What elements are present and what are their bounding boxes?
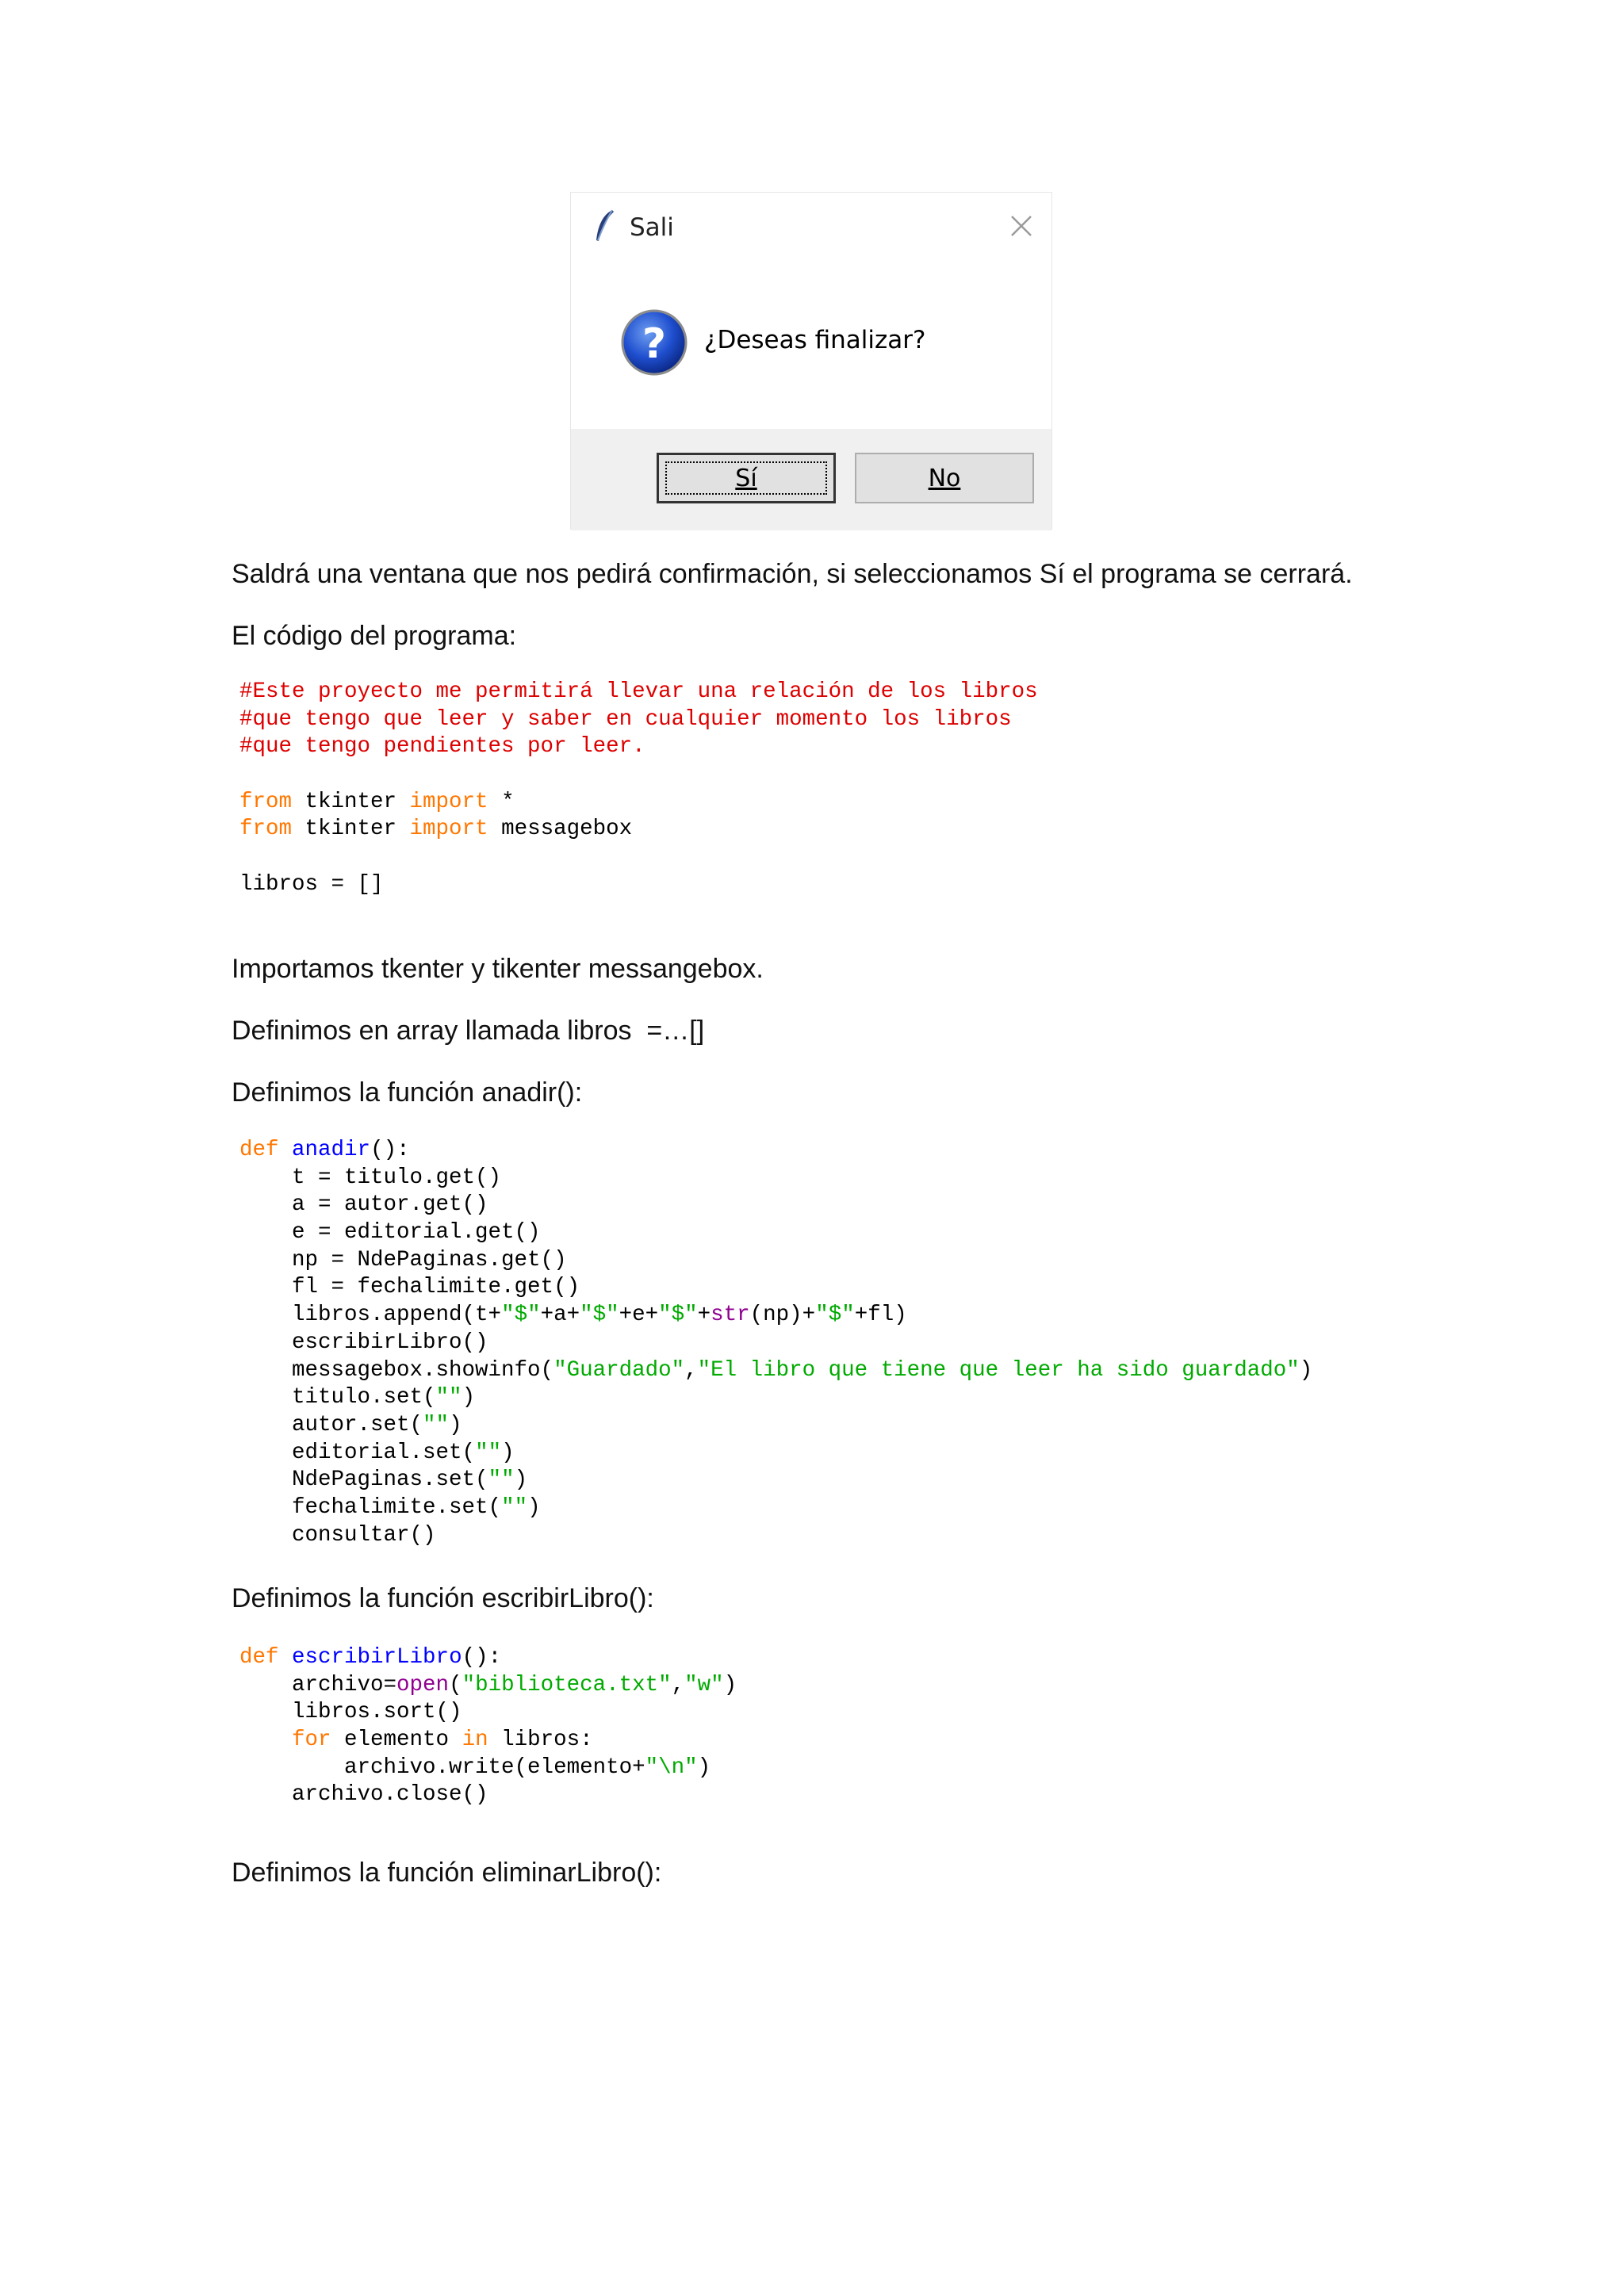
- code-token: fl = fechalimite.get(): [239, 1275, 580, 1300]
- code-block-imports: [239, 679, 1038, 899]
- code-token: libros.sort(): [239, 1700, 462, 1725]
- code-token: NdePaginas.set(: [239, 1468, 488, 1493]
- code-token: messagebox: [488, 817, 633, 842]
- code-token: escribirLibro: [292, 1645, 462, 1670]
- code-line: [239, 1494, 1312, 1522]
- code-line: [239, 1440, 1312, 1468]
- code-line: [239, 1274, 1312, 1302]
- code-line: [239, 1412, 1312, 1440]
- code-line: [239, 1727, 737, 1755]
- code-token: tkinter: [292, 817, 410, 842]
- dialog-button-bar: [571, 429, 1051, 530]
- code-line: [239, 1755, 737, 1782]
- code-token: "": [501, 1494, 528, 1520]
- code-token: autor.set(: [239, 1412, 423, 1437]
- code-token: "$": [580, 1303, 619, 1328]
- code-token: libros.append(t+: [239, 1303, 502, 1328]
- code-token: libros = []: [239, 871, 384, 897]
- code-token: open: [396, 1672, 450, 1697]
- code-token: [279, 1138, 293, 1162]
- code-line: [239, 1699, 737, 1727]
- code-line: [239, 1137, 1312, 1165]
- code-token: consultar(): [239, 1522, 436, 1548]
- code-token: e = editorial.get(): [239, 1220, 541, 1246]
- code-line: [239, 844, 1038, 871]
- code-token: "": [488, 1468, 515, 1493]
- code-token: ,: [684, 1357, 698, 1383]
- code-token: "$": [501, 1303, 541, 1328]
- code-token: "w": [684, 1672, 724, 1697]
- code-token: np = NdePaginas.get(): [239, 1247, 567, 1272]
- dialog-title: Sali: [630, 213, 674, 242]
- code-line: [239, 1467, 1312, 1494]
- code-block-escribir: [239, 1644, 737, 1809]
- code-token: #Este proyecto me permitirá llevar una relación de los libros: [239, 679, 1038, 704]
- confirm-dialog: [570, 192, 1052, 530]
- code-token: ():: [462, 1645, 502, 1670]
- code-token: +: [697, 1303, 711, 1328]
- code-token: (np)+: [749, 1303, 816, 1328]
- paragraph-eliminar: Definimos la función eliminarLibro():: [232, 1858, 662, 1888]
- code-token: escribirLibro(): [239, 1330, 488, 1355]
- code-token: "biblioteca.txt": [462, 1672, 672, 1697]
- code-token: #que tengo que leer y saber en cualquier momento los libros: [239, 706, 1012, 732]
- feather-icon: [593, 209, 617, 243]
- code-token: ): [527, 1494, 541, 1520]
- yes-button-label: Sí: [735, 464, 757, 492]
- code-token: def: [239, 1138, 279, 1162]
- code-token: ): [514, 1468, 528, 1493]
- code-token: messagebox.showinfo(: [239, 1357, 554, 1383]
- code-token: t = titulo.get(): [239, 1165, 502, 1190]
- code-token: archivo=: [239, 1672, 397, 1697]
- paragraph-anadir: Definimos la función anadir():: [232, 1077, 583, 1108]
- close-icon[interactable]: [1007, 212, 1036, 240]
- code-token: ): [449, 1412, 462, 1437]
- code-token: ): [501, 1440, 515, 1465]
- code-line: [239, 789, 1038, 817]
- code-token: str: [710, 1303, 750, 1328]
- no-button-label: No: [928, 464, 961, 492]
- code-token: +a+: [540, 1303, 580, 1328]
- code-token: archivo.write(elemento+: [239, 1755, 645, 1780]
- code-token: ): [723, 1672, 737, 1697]
- code-token: "El libro que tiene que leer ha sido guardado": [697, 1357, 1300, 1383]
- code-token: "": [423, 1412, 450, 1437]
- code-line: [239, 1165, 1312, 1192]
- code-token: "$": [658, 1303, 698, 1328]
- code-line: [239, 733, 1038, 761]
- code-token: in: [462, 1728, 488, 1753]
- code-token: from: [239, 789, 293, 814]
- code-token: a = autor.get(): [239, 1192, 488, 1218]
- code-token: "\n": [645, 1755, 698, 1780]
- paragraph-code-intro: El código del programa:: [232, 621, 517, 651]
- code-token: [239, 1728, 292, 1752]
- code-token: from: [239, 817, 293, 842]
- code-token: ): [462, 1385, 476, 1410]
- code-token: +e+: [619, 1303, 659, 1328]
- code-token: ():: [370, 1138, 410, 1162]
- code-token: for: [292, 1728, 331, 1753]
- code-token: tkinter: [292, 789, 410, 814]
- code-line: [239, 1672, 737, 1700]
- code-token: elemento: [331, 1728, 462, 1753]
- code-token: import: [409, 789, 488, 814]
- code-token: *: [488, 789, 515, 814]
- code-block-anadir: [239, 1137, 1312, 1549]
- code-token: ,: [671, 1672, 685, 1697]
- focus-ring: [665, 461, 827, 495]
- code-token: fechalimite.set(: [239, 1494, 502, 1520]
- code-token: ): [697, 1755, 711, 1780]
- code-line: [239, 1357, 1312, 1385]
- code-line: [239, 1330, 1312, 1357]
- paragraph-escribir: Definimos la función escribirLibro():: [232, 1583, 654, 1613]
- paragraph-imports: Importamos tkenter y tikenter messangebox.: [232, 954, 764, 984]
- question-icon: [620, 308, 688, 377]
- code-token: "$": [815, 1303, 855, 1328]
- code-token: (: [449, 1672, 462, 1697]
- code-line: [239, 871, 1038, 899]
- code-token: "": [475, 1440, 502, 1465]
- paragraph-dialog-explanation: Saldrá una ventana que nos pedirá confirmación, si seleccionamos Sí el programa se cerrará.: [232, 559, 1353, 589]
- code-token: "": [435, 1385, 462, 1410]
- code-line: [239, 1302, 1312, 1330]
- code-token: "Guardado": [553, 1357, 685, 1383]
- svg-text:?: ?: [642, 320, 667, 368]
- code-token: titulo.set(: [239, 1385, 436, 1410]
- no-button[interactable]: [855, 453, 1034, 503]
- code-line: [239, 1644, 737, 1672]
- yes-button[interactable]: [657, 453, 836, 503]
- code-line: [239, 1247, 1312, 1275]
- code-token: +fl): [854, 1303, 907, 1328]
- code-token: anadir: [292, 1138, 371, 1162]
- code-line: [239, 816, 1038, 844]
- code-token: import: [409, 817, 488, 842]
- paragraph-array: Definimos en array llamada libros =…[]: [232, 1016, 705, 1046]
- code-token: #que tengo pendientes por leer.: [239, 734, 645, 760]
- code-line: [239, 1522, 1312, 1550]
- code-line: [239, 1192, 1312, 1219]
- code-token: [279, 1645, 293, 1670]
- dialog-titlebar: [571, 193, 1051, 256]
- code-token: editorial.set(: [239, 1440, 476, 1465]
- code-line: [239, 706, 1038, 734]
- code-line: [239, 679, 1038, 706]
- code-token: archivo.close(): [239, 1782, 488, 1808]
- code-token: ): [1299, 1357, 1313, 1383]
- code-line: [239, 761, 1038, 789]
- code-token: def: [239, 1645, 279, 1670]
- code-line: [239, 1384, 1312, 1412]
- dialog-message: ¿Deseas finalizar?: [704, 326, 926, 354]
- code-line: [239, 1781, 737, 1809]
- code-line: [239, 1219, 1312, 1247]
- code-token: libros:: [488, 1728, 593, 1753]
